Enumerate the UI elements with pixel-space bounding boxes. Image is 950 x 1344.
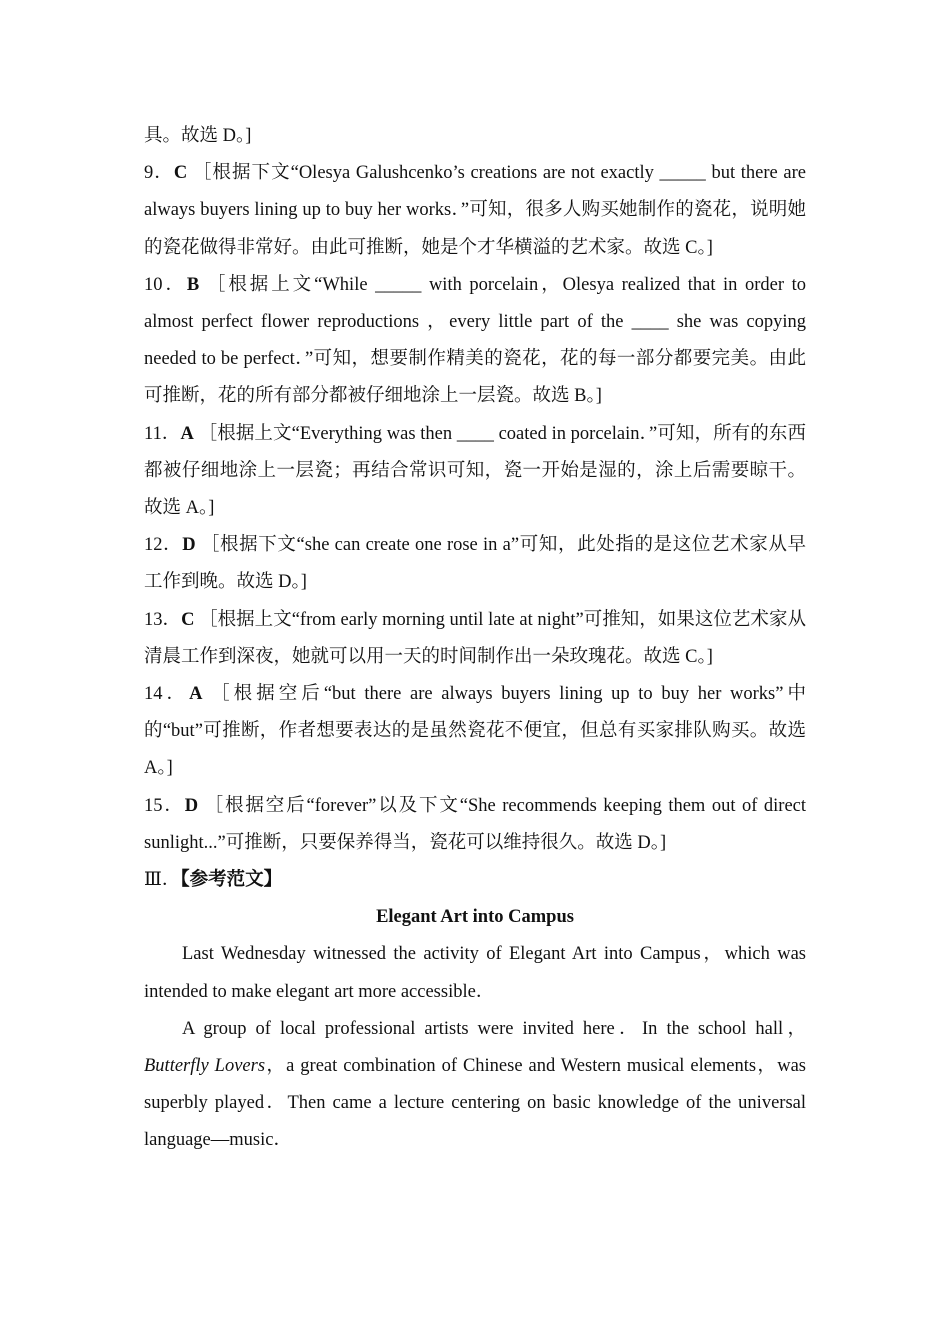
item-number: 14． bbox=[144, 684, 190, 705]
item-number: 15． bbox=[144, 795, 185, 816]
item-answer: D bbox=[184, 795, 199, 816]
answer-item-11 bbox=[144, 416, 806, 528]
essay-paragraph-1: Last Wednesday witnessed the activity of Elegant Art into Campus，which was intended to make elegant art more accessible． bbox=[144, 944, 806, 1002]
essay-p2-work-title: Butterfly Lovers bbox=[144, 1056, 266, 1077]
item-number: 9． bbox=[144, 163, 174, 184]
answer-item-13 bbox=[144, 602, 806, 676]
item-answer: A bbox=[180, 423, 194, 444]
document-page bbox=[144, 118, 806, 1160]
section-heading bbox=[144, 862, 806, 899]
top-fragment: 具。故选 D。] bbox=[144, 126, 252, 146]
item-answer: B bbox=[186, 274, 200, 295]
item-explanation: ［根据空后“but there are always buyers lining up to buy her works”中的“but”可推断，作者想要表达的是虽然瓷花不便宜，但总有买家排队购买。故选 A。] bbox=[144, 684, 806, 779]
essay-title: Elegant Art into Campus bbox=[376, 907, 574, 928]
item-answer: C bbox=[181, 609, 195, 630]
item-explanation: ［根据下文“she can create one rose in a”可知，此处指的是这位艺术家从早工作到晚。故选 D。] bbox=[144, 535, 806, 593]
section-title: 【参考范文】 bbox=[180, 870, 283, 891]
item-explanation: ［根据上文“from early morning until late at night”可推知，如果这位艺术家从清晨工作到深夜，她就可以用一天的时间制作出一朵玫瑰花。故选 C。] bbox=[144, 609, 806, 667]
item-answer: C bbox=[173, 163, 188, 184]
essay-paragraph-2 bbox=[144, 1011, 806, 1160]
item-explanation: ［根据下文“Olesya Galushcenko’s creations are not exactly _____ but there are always buyers lining up to buy her works．”可知，很多人购买她制作的瓷花，说明她的瓷花做得非常好。由此可推断，她是个才华横溢的艺术家。故选 C。] bbox=[144, 163, 806, 258]
item-number: 11． bbox=[144, 423, 181, 444]
item-answer: A bbox=[189, 684, 203, 705]
item-number: 10． bbox=[144, 274, 187, 295]
item-number: 13． bbox=[144, 609, 182, 630]
item-explanation: ［根据上文“While _____ with porcelain，Olesya realized that in order to almost perfect flower reproductions ，every little part of the ____ she was copying needed to be perfect．”可知，想要制作精美的瓷花，花的每一部分都要完美。由此可推断，花的所有部分都被仔细地涂上一层瓷。故选 B。] bbox=[144, 274, 807, 407]
item-answer: D bbox=[182, 535, 196, 556]
item-explanation: ［根据空后“forever”以及下文“She recommends keeping them out of direct sunlight...”可推断，只要保养得当，瓷花可以维持很久。故选 D。] bbox=[144, 795, 807, 853]
essay-p2-text-after: ，a great combination of Chinese and Western musical elements，was superbly played．Then came a lecture centering on basic knowledge of the universal language—music． bbox=[144, 1056, 806, 1151]
item-number: 12． bbox=[144, 535, 183, 556]
answer-item-15 bbox=[144, 788, 806, 862]
section-label: Ⅲ． bbox=[144, 870, 181, 891]
answer-item-14 bbox=[144, 676, 806, 788]
answer-item-10 bbox=[144, 267, 806, 416]
answer-item-9 bbox=[144, 155, 806, 267]
item-explanation: ［根据上文“Everything was then ____ coated in porcelain．”可知，所有的东西都被仔细地涂上一层瓷；再结合常识可知，瓷一开始是湿的，涂上后需要晾干。故选 A。] bbox=[144, 423, 806, 519]
answer-item-12 bbox=[144, 527, 806, 601]
essay-p2-text-before: A group of local professional artists were invited here．In the school hall， bbox=[182, 1018, 806, 1039]
